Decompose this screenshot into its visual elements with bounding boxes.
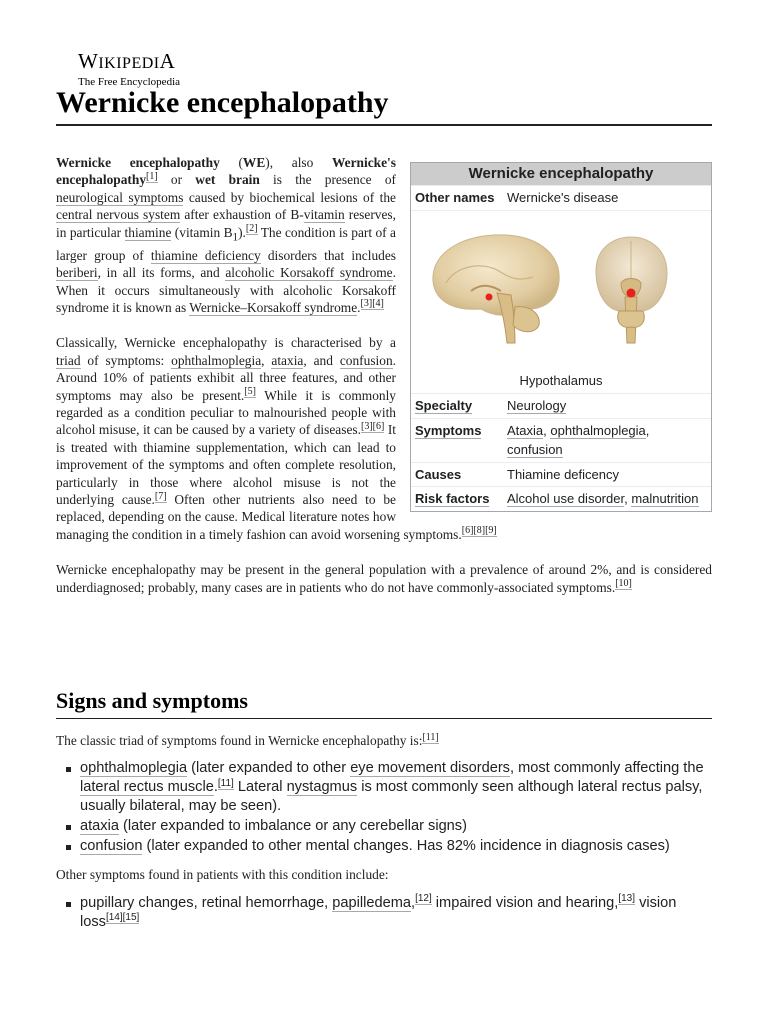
infobox-label: Causes — [415, 466, 462, 482]
malnutrition-link[interactable]: malnutrition — [631, 491, 699, 506]
brain-front-view — [596, 237, 667, 343]
citation-1[interactable]: [1] — [146, 170, 158, 182]
infobox-image[interactable] — [411, 210, 711, 369]
citation-9[interactable]: [9] — [485, 525, 497, 537]
brain-illustration — [411, 211, 711, 369]
link-central-nervous-system[interactable]: central nervous system — [56, 207, 181, 223]
citation-10[interactable]: [10] — [615, 578, 632, 590]
other-symptoms-list — [56, 894, 712, 932]
other-symptoms-intro: Other symptoms found in patients with this condition include: — [56, 867, 389, 883]
citation-13[interactable]: [13] — [618, 892, 636, 904]
citation-6[interactable]: [6] — [372, 420, 385, 432]
hypothalamus-marker — [486, 293, 493, 300]
citation-3[interactable]: [3] — [360, 298, 373, 310]
link-ataxia-item[interactable]: ataxia — [80, 818, 119, 835]
infobox-image-caption: Hypothalamus — [519, 372, 603, 388]
citation-11[interactable]: [11] — [422, 731, 439, 743]
infobox — [410, 162, 712, 512]
link-eye-movement-disorders[interactable]: eye movement disorders — [350, 760, 510, 777]
logo-tagline: The Free Encyclopedia — [78, 76, 181, 88]
link-confusion-item[interactable]: confusion — [80, 838, 143, 855]
infobox-value: Thiamine deficency — [507, 466, 619, 482]
link-nystagmus[interactable]: nystagmus — [286, 779, 358, 796]
lead-paragraph-3: Wernicke encephalopathy may be present in the general population with a prevalence of around 2%, and is considered underdiagnosed; probably, many cases are in patients who do not have commonly-associated symptoms.[10] — [56, 562, 712, 595]
citation-6b[interactable]: [6] — [461, 525, 474, 537]
infobox-label[interactable] — [415, 396, 507, 416]
infobox-row-causes — [411, 462, 711, 487]
page-title: Wernicke encephalopathy — [56, 84, 712, 126]
infobox-row-other-names — [411, 185, 711, 210]
lead-section — [56, 154, 712, 596]
link-ataxia[interactable]: ataxia — [271, 352, 304, 368]
hypothalamus-marker-front — [627, 288, 636, 297]
brain-side-view — [433, 234, 559, 342]
wikipedia-logo[interactable] — [78, 50, 180, 88]
neurology-link[interactable]: Neurology — [507, 398, 567, 413]
link-confusion[interactable]: confusion — [339, 352, 393, 368]
lead-paragraph-1: Wernicke encephalopathy (WE), also Wernicke's encephalopathy[1] or wet brain is the presence of neurological symptoms caused by biochemical lesions of the central nervous system after exhaustion of B-vitamin reserves, in particular thiamine (vitamin $B_1).[2]$ The condition is part of a larger group of thiamine deficiency disorders that includes beriberi, in all its forms, and alcoholic Korsakoff syndrome. When it occurs simultaneously with alcoholic Korsakoff syndrome it is known as Wernicke–Korsakoff syndrome.[3][4] — [56, 155, 396, 315]
infobox-label: Other names — [415, 190, 495, 205]
list-item: ophthalmoplegia (later expanded to other eye movement disorders, most commonly affecting the lateral rectus muscle.[11] Lateral nystagmus is most commonly seen although lateral rectus palsy, usually bilateral, may be seen). — [80, 759, 712, 816]
citation-11b[interactable]: [11] — [217, 777, 234, 789]
link-ophthalmoplegia-item[interactable]: ophthalmoplegia — [80, 760, 188, 777]
link-lateral-rectus-muscle[interactable]: lateral rectus muscle — [80, 779, 214, 796]
citation-5[interactable]: [5] — [244, 386, 256, 398]
ataxia-link[interactable]: Ataxia — [507, 422, 544, 438]
symptoms-link[interactable]: Symptoms — [415, 422, 482, 438]
lead-paragraph-2: Classically, Wernicke encephalopathy is characterised by a triad of symptoms: ophthalmoplegia, ataxia, and confusion. Around 10% of patients exhibit all three features, and other symptoms may also be present.[5] While it is commonly regarded as a condition peculiar to malnourished people with alcohol misuse, it can be caused by a variety of diseases.[3][6] It is treated with thiamine supplementation, which can lead to improvement of the symptoms and often complete resolution, particularly in those where alcohol misuse is not the underlying cause.[7] Often other nutrients also need to be replaced, depending on the cause. Medical literature notes how managing the condition in a timely fashion can avoid worsening symptoms.[6][8][9] — [56, 335, 497, 542]
link-alcoholic-korsakoff-syndrome[interactable]: alcoholic Korsakoff syndrome — [225, 265, 393, 281]
infobox-value: Wernicke's disease — [507, 190, 619, 205]
link-ophthalmoplegia[interactable]: ophthalmoplegia — [171, 352, 262, 368]
classic-triad-list — [56, 759, 712, 856]
list-item: ataxia (later expanded to imbalance or any cerebellar signs) — [80, 817, 712, 836]
link-vitamin[interactable]: vitamin — [303, 207, 345, 223]
link-triad[interactable]: triad — [56, 352, 81, 368]
citation-15[interactable]: [15] — [122, 911, 140, 923]
citation-2[interactable]: [2] — [245, 223, 258, 235]
logo-wordmark: WIKIPEDIA — [78, 49, 176, 73]
specialty-link[interactable]: Specialty — [415, 398, 473, 413]
confusion-link[interactable]: confusion — [507, 442, 563, 457]
list-item: pupillary changes, retinal hemorrhage, papilledema,[12] impaired vision and hearing,[13] vision loss[14][15] — [80, 894, 712, 932]
citation-8[interactable]: [8] — [473, 525, 486, 537]
ophthalmoplegia-link[interactable]: ophthalmoplegia — [550, 422, 646, 438]
citation-3b[interactable]: [3] — [360, 420, 373, 432]
infobox-row-symptoms: Symptoms Ataxia, ophthalmoplegia, confusion — [411, 418, 711, 462]
infobox-row-risk-factors: Risk factors Alcohol use disorder, malnutrition — [411, 486, 711, 511]
link-beriberi[interactable]: beriberi — [56, 265, 98, 281]
citation-12[interactable]: [12] — [415, 892, 432, 904]
link-papilledema[interactable]: papilledema — [332, 894, 411, 911]
citation-14[interactable]: [14] — [105, 911, 123, 923]
link-wernicke-korsakoff-syndrome[interactable]: Wernicke–Korsakoff syndrome — [189, 299, 358, 315]
alcohol-use-disorder-link[interactable]: Alcohol use disorder — [507, 491, 625, 506]
link-thiamine[interactable]: thiamine — [124, 224, 172, 240]
link-thiamine-deficiency[interactable]: thiamine deficiency — [150, 247, 261, 263]
infobox-row-specialty — [411, 393, 711, 418]
citation-4[interactable]: [4] — [372, 298, 384, 310]
section-intro: The classic triad of symptoms found in Wernicke encephalopathy is:[11] — [56, 731, 439, 748]
signs-and-symptoms-section — [56, 732, 712, 942]
infobox-title: Wernicke encephalopathy — [411, 163, 711, 185]
link-neurological-symptoms[interactable]: neurological symptoms — [56, 189, 184, 205]
risk-factors-link[interactable]: Risk factors — [415, 491, 490, 506]
citation-7[interactable]: [7] — [154, 490, 167, 502]
section-heading-signs-and-symptoms: Signs and symptoms — [56, 686, 712, 719]
list-item: confusion (later expanded to other mental changes. Has 82% incidence in diagnosis cases) — [80, 837, 712, 856]
